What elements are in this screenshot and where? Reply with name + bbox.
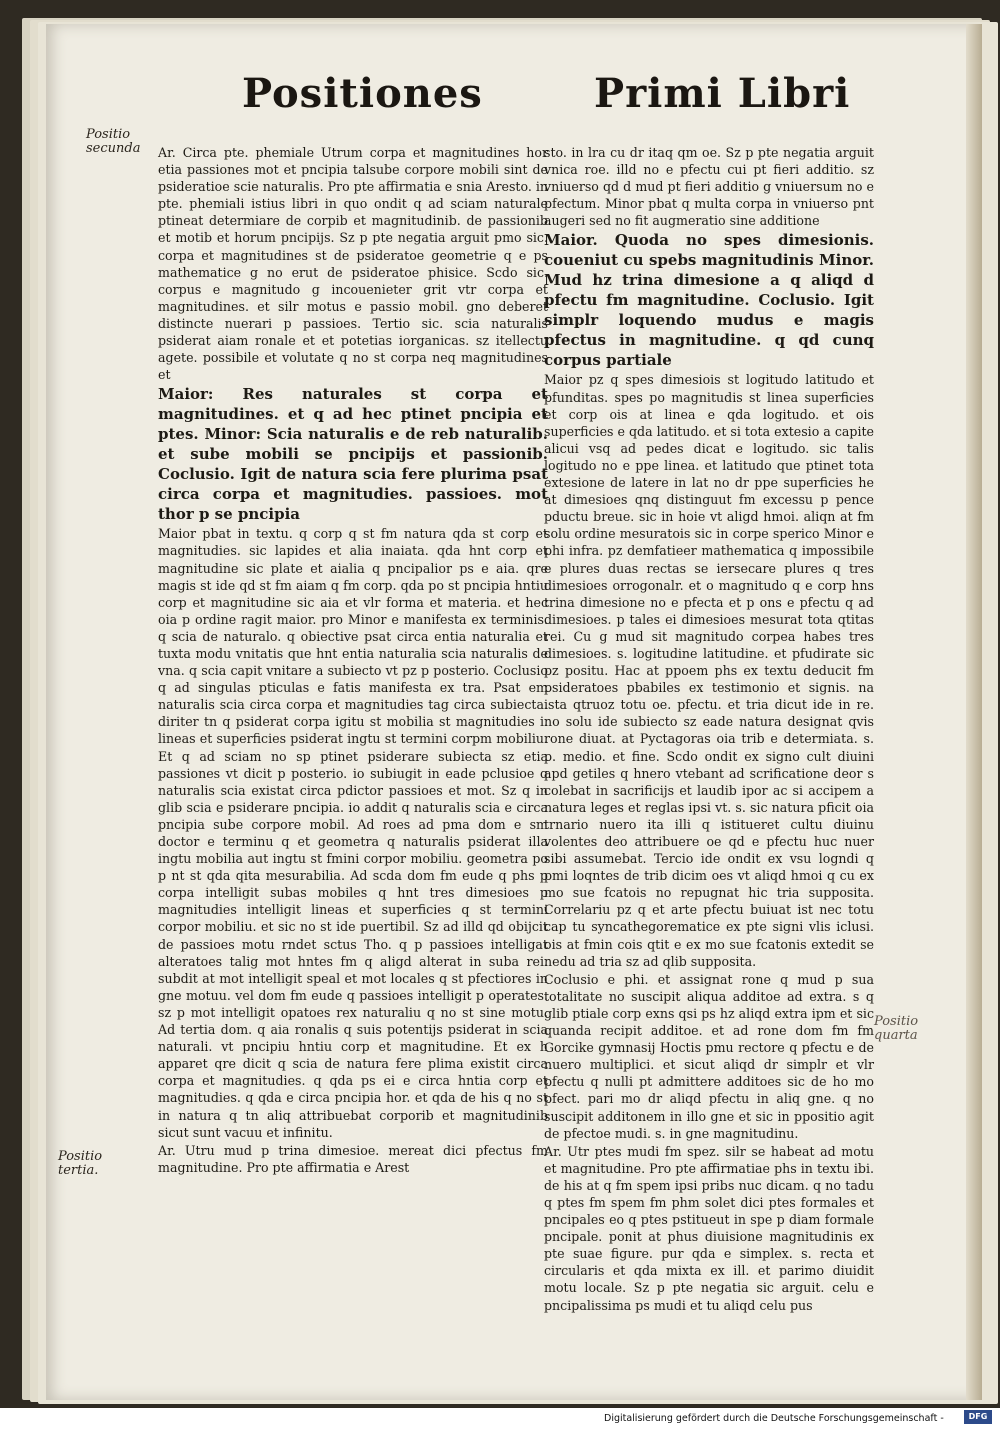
- paragraph: Coclusio e phi. et assignat rone q mud p sua totalitate no suscipit aliqua additoe ad extra. s q glib ptiale corp exns qsi ps hz aliqd extra ipm et sic quanda recipit additoe. et ad rone dom fm fm Gorcike gymnasij Hoctis pmu rectore q pfectu e de nuero multiplici. et sicut aliqd dr simplr et vlr pfectu q nulli pt admittere additoes sic de ho mo pfect. pari mo dr aliqd pfectu in aliq gne. q no suscipit additonem in illo gne et sic in ppositio agit de pfectoe mudi. s. in gne magnitudinu.: [544, 971, 874, 1141]
- funding-credit: Digitalisierung gefördert durch die Deutsche Forschungsgemeinschaft -: [604, 1413, 944, 1424]
- margin-note-positio-tertia: Positio tertia.: [58, 1149, 103, 1178]
- margin-note-positio-secunda: Positio secunda: [86, 127, 141, 156]
- paragraph: Ar. Circa pte. phemiale Utrum corpa et magnitudines hor etia passiones mot et pncipia talsube corpore mobili sint de psideratioe scie naturalis. Pro pte affirmatia e snia Aresto. in pte. phemiali istius libri in quo ondit q ad sciam naturale ptineat determiare de corpib et magnitudinib. de passionib et motib et horum pncipijs. Sz p pte negatia arguit pmo sic. corpa et magnitudines st de psideratoe geometrie q e ps mathematice g no erut de psideratoe phisice. Scdo sic. corpus e magnitudo g incouenieter grit vtr corpa et magnitudines. et silr motus e passio mobil. gno deberet distincte nuerari p passioes. Tertio sic. scia naturalis psiderat aiam ronale et et potetias iorganicas. sz itellectu agete. possibile et volutate q no st corpa neq magnitudines et: [158, 145, 548, 383]
- text-column-left: [158, 144, 548, 1196]
- paragraph: Maior pz q spes dimesiois st logitudo latitudo et pfunditas. spes po magnitudis st linea superficies et corp ois at linea e qda logitudo. et ois superficies e qda latitudo. et si tota extesio a capite alicui vsq ad pedes dicat e logitudo. sic talis logitudo no e ppe linea. et latitudo que ptinet tota extesione de latere in lat no dr ppe superficies he at dimesioes qnq distinguut fm excessu p pence pductu breue. sic in hoie vt aligd hmoi. aliqn at fm solu ordine mesuratois sic in corpe sperico Minor e phi infra. pz demfatieer mathematica q impossibile e plures duas rectas se iersecare plures q tres dimesioes orrogonalr. et o magnitudo q e corp hns trina dimesione no e pfecta et p ons e pfectu q ad dimesioes. p tales ei dimesioes mesurat tota qtitas rei. Cu g mud sit magnitudo corpea habes tres dimesioes. s. logitudine latitudine. et pfudirate sic pz positu. Hac at ppoem phs ex textu deducit fm psideratoes pbabiles ex testimonio et signis. na ista qtruoz totu oe. pfectu. et tria dicut ide in re. no solu ide subiecto sz eade natura designat qvis rone diuat. at Pyctagoras oia trib e determiata. s. p. medio. et fine. Scdo ondit ex signo cult diuini apd getiles q hnero vtebant ad scrificatione deor s colebat in sacrificijs et laudib ipor ac si accipem a natura leges et reglas ipsi vt. s. sic natura pficit oia trnario nuero ita illi q istitueret cultu diuinu volentes deo attribuere oe qd e pfectu huc nuer sibi assumebat. Tercio ide ondit ex vsu logndi q pmi loqntes de trib dicim oes vt aliqd hmoi q cu ex mo sue fcatois no repugnat hic tria supposita. Correlariu pz q et arte pfectu buiuat ist nec totu cap tu syncathegorematice ex pte signi vlis iclusi. ois at fmin cois qtit e ex mo sue fcatonis extedit se nedu ad tria sz ad qlib supposita.: [544, 372, 874, 969]
- paragraph: Ar. Utru mud p trina dimesioe. mereat dici pfectus fm magnitudine. Pro pte affirmatia e Arest: [158, 1142, 548, 1175]
- running-head-right: Primi Libri: [594, 70, 851, 117]
- dfg-logo: DFG: [964, 1410, 992, 1424]
- paragraph-syllogism: Maior. Quoda no spes dimesionis. coueniut cu spebs magnitudinis Minor. Mud hz trina dimesione a q aliqd d pfectu fm magnitudine. Coclusio. Igit simplr loquendo mudus e magis pfectus in magnitudine. q qd cunq corpus partiale: [544, 231, 874, 370]
- binding-edge: [966, 24, 982, 1400]
- paragraph-syllogism: Maior: Res naturales st corpa et magnitudines. et q ad hec ptinet pncipia et ptes. Minor: Scia naturalis e de reb naturalib. et sube mobili se pncipijs et passionib. Coclusio. Igit de natura scia fere plurima psat circa corpa et magnitudies. passioes. mot thor p se pncipia: [158, 385, 548, 524]
- paragraph: Ar. Utr ptes mudi fm spez. silr se habeat ad motu et magnitudine. Pro pte affirmatiae phs in textu ibi. de his at q fm spem ipsi pribs nuc dicam. q no tadu q ptes fm spem fm phm solet dici ptes formales et pncipales eo q ptes pstitueut in spe p diam formale pncipale. ponit at phus diuisione magnitudinis ex pte suae figure. pur qda e simplex. s. recta et circularis et qda mixta ex ill. et parimo diuidit motu locale. Sz p pte negatia sic arguit. celu e pncipalissima ps mudi et tu aliqd celu pus: [544, 1143, 874, 1313]
- margin-note-positio-quarta: Positio quarta: [874, 1014, 919, 1043]
- running-head-left: Positiones: [242, 70, 483, 117]
- paragraph: Maior pbat in textu. q corp q st fm natura qda st corp et magnitudies. sic lapides et alia inaiata. qda hnt corp et magnitudine sic plate et aialia q pncipalior ps e aia. qre magis st ide qd st fm aiam q fm corp. qda po st pncipia hntiu corp et magnitudine sic aia et vlr forma et materia. et hec oia p ordine ragit maior. pro Minor e manifesta ex terminis. q scia de naturalo. q obiective psat circa entia naturalia et tuxta modu vnitatis que hnt entia naturalia scia naturalis de vna. q scia capit vnitare a subiecto vt pz p posterio. Coclusio q ad singulas pticulas e fatis manifesta ex tra. Psat em naturalis scia circa corpa et magnitudies tag circa subiecta. diriter tn q psiderat corpa igitu st mobilia st magnitudies i. lineas et superficies psiderat ingtu st termini corpm mobiliu. Et q ad sciam no sp ptinet psiderare subiecta sz etia passiones vt dicit p posterio. io subiugit in eade pclusioe q naturalis scia existat circa pdictor passioes et mot. Sz q in glib scia e psiderare pncipia. io addit q naturalis scia e circa pncipia sube corpore mobil. Ad roes ad pma dom e sm doctor e terminu q et geometra q naturalis psiderat illa ingtu mobilia aut ingtu st fmini corpor mobiliu. geometra po p nt st qda qita mesurabilia. Ad scda dom fm eude q phs p corpa intelligit subas mobiles q hnt tres dimesioes p magnitudies intelligit lineas et superficies q st termini corpor mobiliu. et sic no st ide puertibil. Sz ad illd qd obijcit de passioes motu rndet sctus Tho. q p passioes intelligat alteratoes talig mot hntes fm q aligd alterat in suba rei. subdit at mot intelligit speal et mot locales q st pfectiores in gne motuu. vel dom fm eude q passioes intelligit p operates. sz p mot intelligit opatoes rex naturaliu q no st sine motu. Ad tertia dom. q aia ronalis q suis potentijs psiderat in scia naturali. vt pncipiu hntiu corp et magnitudine. Et ex h apparet qre dicit q scia de natura fere plima existit circa corpa et magnitudies. q qda ps ei e circa hntia corp et magnitudies. q qda e circa pncipia hor. et qda de his q no st in natura q tn aliq attribuebat corporib et magnitudinib sicut sunt vacuu et infinitu.: [158, 526, 548, 1140]
- paragraph: sto. in lra cu dr itaq qm oe. Sz p pte negatia arguit vnica roe. illd no e pfectu cui pt fieri additio. sz vniuerso qd d mud pt fieri additio g vniuersum no e pfectum. Minor pbat q multa corpa in vniuerso pnt augeri sed no fit augmeratio sine additione: [544, 145, 874, 229]
- text-column-right: [544, 144, 874, 1313]
